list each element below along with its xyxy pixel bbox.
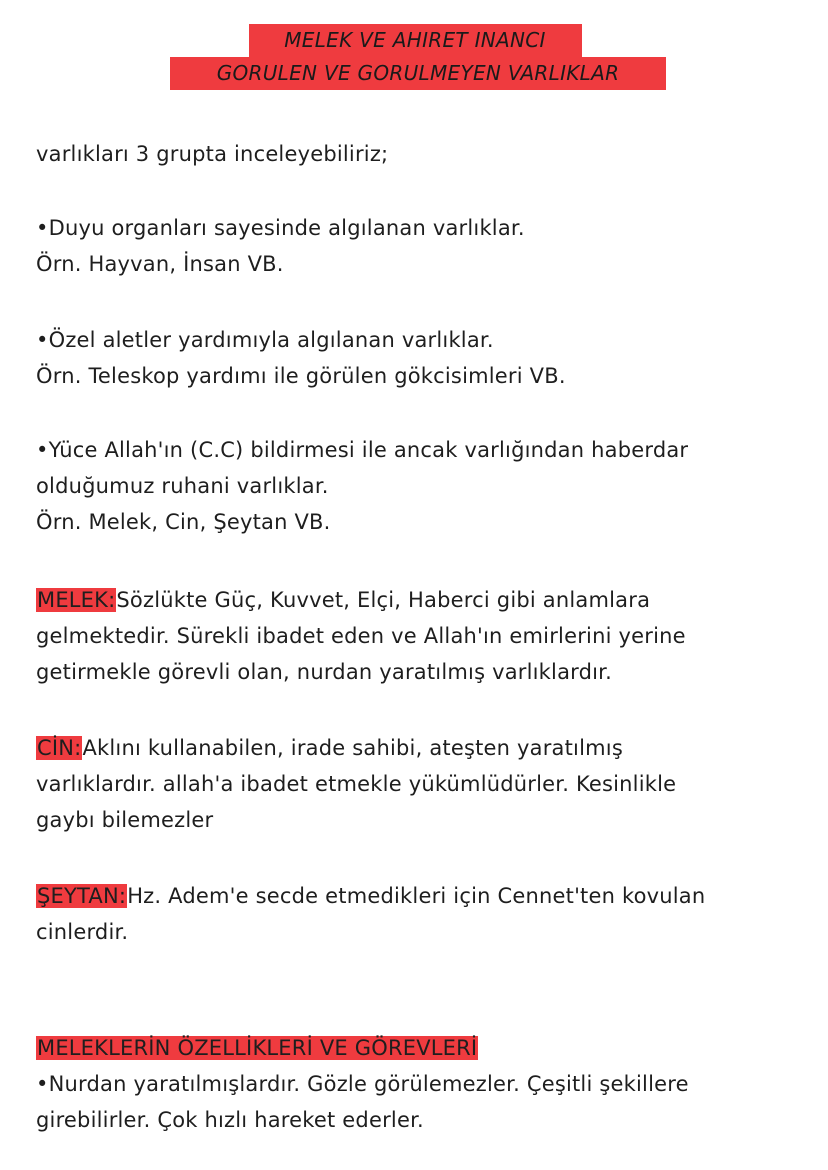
section-2-line-2: girebilirler. Çok hızlı hareket ederler. — [36, 1108, 424, 1132]
title-line-2: GORULEN VE GORULMEYEN VARLIKLAR — [170, 57, 666, 90]
term-seytan: ŞEYTAN: — [37, 884, 127, 908]
cin-line-2: varlıklardır. allah'a ibadet etmekle yükümlüdürler. Kesinlikle — [36, 772, 677, 796]
seytan-text-1: Hz. Adem'e secde etmedikleri için Cennet'ten kovulan — [127, 884, 706, 908]
section-2-line-1: •Nurdan yaratılmışlardır. Gözle görülemezler. Çeşitli şekillere — [36, 1072, 689, 1096]
cin-line-3: gaybı bilemezler — [36, 808, 214, 832]
definition-seytan — [36, 878, 781, 950]
group-perceived-by-senses — [36, 210, 781, 282]
group-3-line-1: •Yüce Allah'ın (C.C) bildirmesi ile ancak varlığından haberdar — [36, 438, 689, 462]
definition-cin — [36, 730, 781, 838]
intro-block — [36, 136, 781, 172]
group-1-line-1: •Duyu organları sayesinde algılanan varlıklar. — [36, 216, 525, 240]
title-line-1: MELEK VE AHIRET INANCI — [249, 24, 582, 57]
section-2-heading-line — [36, 1030, 781, 1066]
group-perceived-by-tools — [36, 322, 781, 394]
group-2-line-1: •Özel aletler yardımıyla algılanan varlıklar. — [36, 328, 494, 352]
melek-line-2: gelmektedir. Sürekli ibadet eden ve Allah'ın emirlerini yerine — [36, 624, 686, 648]
group-spiritual-beings — [36, 432, 781, 540]
melek-line-1 — [36, 582, 781, 618]
melek-line-3: getirmekle görevli olan, nurdan yaratılmış varlıklardır. — [36, 660, 612, 684]
cin-line-1 — [36, 730, 781, 766]
seytan-line-2: cinlerdir. — [36, 920, 129, 944]
group-2-example: Örn. Teleskop yardımı ile görülen gökcisimleri VB. — [36, 364, 566, 388]
definition-melek — [36, 582, 781, 690]
section-2-heading: MELEKLERİN ÖZELLİKLERİ VE GÖREVLERİ — [37, 1036, 478, 1060]
group-3-line-2: olduğumuz ruhani varlıklar. — [36, 474, 329, 498]
group-1-example: Örn. Hayvan, İnsan VB. — [36, 252, 284, 276]
term-cin: CİN: — [37, 736, 82, 760]
term-melek: MELEK: — [37, 588, 116, 612]
cin-text-1: Aklını kullanabilen, irade sahibi, ateşten yaratılmış — [82, 736, 623, 760]
seytan-line-1 — [36, 878, 781, 914]
group-3-example: Örn. Melek, Cin, Şeytan VB. — [36, 510, 331, 534]
melek-text-1: Sözlükte Güç, Kuvvet, Elçi, Haberci gibi anlamlara — [116, 588, 651, 612]
section-angel-properties — [36, 1030, 781, 1138]
title-block — [170, 24, 660, 90]
intro-text: varlıkları 3 grupta inceleyebiliriz; — [36, 142, 389, 166]
